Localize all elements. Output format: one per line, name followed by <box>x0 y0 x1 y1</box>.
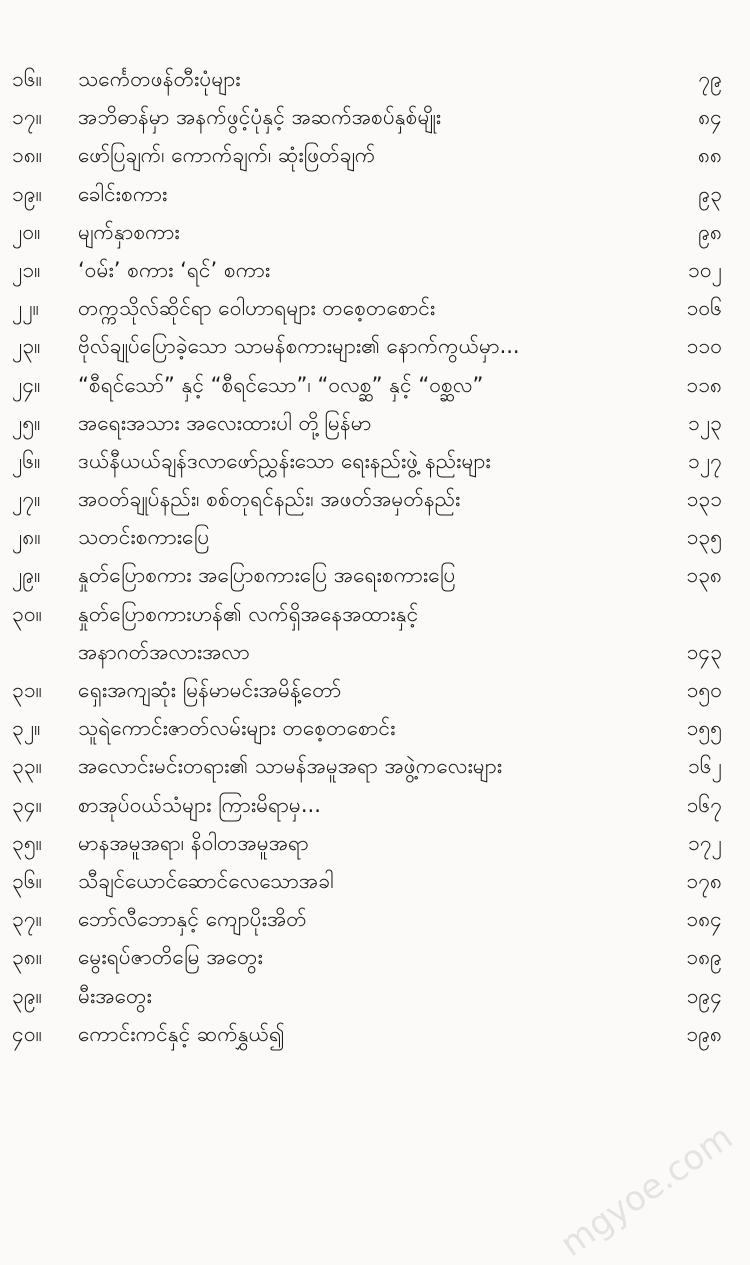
chapter-title: သင်္ကေတဖန်တီးပုံများ <box>78 67 241 91</box>
toc-entry <box>0 404 750 442</box>
chapter-title: တက္ကသိုလ်ဆိုင်ရာ ဝေါဟာရများ တစေ့တစောင်း <box>78 296 436 321</box>
chapter-title: သတင်းစကားပြေ <box>78 525 210 550</box>
page-number: ၁၉၈ <box>686 1021 722 1046</box>
chapter-title: စာအုပ်ဝယ်သံများ ကြားမိရာမှ... <box>78 792 321 817</box>
toc-entry <box>0 480 750 518</box>
chapter-number: ၄၀။ <box>12 1021 42 1046</box>
toc-entry <box>0 518 750 556</box>
chapter-number: ၃၁။ <box>12 678 42 702</box>
toc-entry <box>0 98 750 136</box>
chapter-title: မီးအတွေး <box>78 983 152 1008</box>
chapter-number: ၂၇။ <box>12 487 41 512</box>
chapter-number: ၃၂။ <box>12 716 41 741</box>
chapter-number: ၂၈။ <box>12 525 41 550</box>
chapter-number: ၃၀။ <box>12 601 42 626</box>
chapter-number: ၁၈။ <box>12 143 43 168</box>
toc-entry <box>0 327 750 365</box>
toc-entry <box>0 366 750 404</box>
chapter-title: သီချင်ယောင်ဆောင်လေသောအခါ <box>78 868 334 893</box>
page-number: ၁၀၆ <box>686 296 722 321</box>
page-number: ၁၄၃ <box>686 639 722 664</box>
page-number: ၁၇၂ <box>688 830 722 855</box>
toc-entry <box>0 938 750 976</box>
toc-entry <box>0 136 750 174</box>
toc-entry <box>0 595 750 633</box>
toc-entry <box>0 289 750 327</box>
table-of-contents <box>0 60 750 1053</box>
toc-entry <box>0 213 750 251</box>
page-number: ၁၅၅ <box>686 716 722 741</box>
toc-entry <box>0 977 750 1015</box>
chapter-number: ၁၆။ <box>12 67 42 91</box>
page-number: ၁၃၅ <box>686 525 722 550</box>
chapter-title: ‘ဝမ်း’ စကား ‘ရင်’ စကား <box>78 257 271 282</box>
chapter-number: ၂၆။ <box>12 448 41 473</box>
chapter-title: အဝတ်ချုပ်နည်း၊ စစ်တုရင်နည်း၊ အဖတ်အမှတ်နည်း <box>78 487 461 512</box>
toc-entry <box>0 709 750 747</box>
chapter-title: နှုတ်ပြောစကား အပြောစကားပြေ အရေးစကားပြေ <box>78 563 456 588</box>
chapter-title: မွေးရပ်ဇာတိမြေ အတွေး <box>78 945 263 970</box>
chapter-number: ၂၀။ <box>12 219 41 244</box>
page-number: ၁၇၈ <box>686 868 722 893</box>
chapter-title: နှုတ်ပြောစကားဟန်၏ လက်ရှိအနေအထားနှင့် <box>78 601 419 626</box>
page-number: ၁၅၀ <box>686 678 722 702</box>
chapter-number: ၂၉။ <box>12 563 41 588</box>
chapter-title: မာနအမူအရာ၊ နိဝါတအမူအရာ <box>78 830 309 855</box>
toc-entry <box>0 251 750 289</box>
chapter-title: ရှေးအကျဆုံး မြန်မာမင်းအမိန့်တော် <box>78 678 342 702</box>
chapter-title: အလောင်းမင်းတရား၏ သာမန်အမူအရာ အဖွဲ့ကလေးများ <box>78 754 503 779</box>
chapter-title: ခေါင်းစကား <box>78 181 168 206</box>
toc-entry <box>0 442 750 480</box>
chapter-number: ၃၈။ <box>12 945 43 970</box>
page-number: ၈၈ <box>698 143 722 168</box>
chapter-title: ကောင်းကင်နှင့် ဆက်နွှယ်၍ <box>78 1021 285 1046</box>
chapter-title: ဘော်လီဘောနှင့် ကျောပိုးအိတ် <box>78 907 307 932</box>
page-number: ၉၃ <box>698 181 722 206</box>
toc-entry <box>0 747 750 785</box>
chapter-number: ၂၄။ <box>12 372 41 397</box>
toc-entry <box>0 1015 750 1053</box>
chapter-number: ၁၉။ <box>12 181 42 206</box>
page-number: ၁၉၄ <box>686 983 722 1008</box>
page-number: ၁၂၇ <box>688 448 722 473</box>
watermark: mgyoe.com <box>553 1117 740 1265</box>
chapter-title: အနာဂတ်အလားအလာ <box>78 639 250 664</box>
toc-entry <box>0 900 750 938</box>
chapter-number: ၂၁။ <box>12 257 41 282</box>
toc-entry <box>0 556 750 594</box>
chapter-title: အဘိဓာန်မှာ အနက်ဖွင့်ပုံနှင့် အဆက်အစပ်နှစ်မျိုး <box>78 105 442 130</box>
chapter-number: ၃၅။ <box>12 830 42 855</box>
page-number: ၁၁၈ <box>686 372 722 397</box>
toc-entry <box>0 824 750 862</box>
page-number: ၁၃၁ <box>686 487 722 512</box>
page-number: ၁၆၂ <box>688 754 722 779</box>
page-number: ၈၄ <box>698 105 722 130</box>
chapter-title: ဖော်ပြချက်၊ ကောက်ချက်၊ ဆုံးဖြတ်ချက် <box>78 143 376 168</box>
chapter-number: ၃၄။ <box>12 792 42 817</box>
toc-entry <box>0 862 750 900</box>
chapter-title: အရေးအသား အလေးထားပါ တို့မြန်မာ <box>78 410 372 435</box>
toc-entry <box>0 60 750 98</box>
chapter-number: ၁၇။ <box>12 105 42 130</box>
page-number: ၁၆၇ <box>686 792 722 817</box>
chapter-number: ၃၉။ <box>12 983 42 1008</box>
chapter-number: ၂၃။ <box>12 334 41 359</box>
page-number: ၁၈၉ <box>686 945 722 970</box>
chapter-number: ၃၇။ <box>12 907 42 932</box>
chapter-number: ၃၆။ <box>12 868 42 893</box>
page-number: ၁၃၈ <box>686 563 722 588</box>
page-number: ၁၂၃ <box>688 410 722 435</box>
chapter-title: ဒယ်နီယယ်ချန်ဒလာဖော်ညွှန်းသော ရေးနည်းဖွဲ့ နည်းများ <box>78 448 491 473</box>
page-number: ၉၈ <box>698 219 722 244</box>
toc-entry <box>0 175 750 213</box>
toc-entry <box>0 633 750 671</box>
toc-entry <box>0 786 750 824</box>
chapter-title: ဗိုလ်ချုပ်ပြောခဲ့သော သာမန်စကားများ၏ နောက်ကွယ်မှာ... <box>78 334 520 359</box>
chapter-number: ၂၅။ <box>12 410 41 435</box>
chapter-number: ၂၂။ <box>12 296 39 321</box>
page-number: ၁၀၂ <box>688 257 722 282</box>
page-number: ၇၉ <box>698 67 722 91</box>
chapter-title: မျက်နှာစကား <box>78 219 180 244</box>
page-number: ၁၈၄ <box>686 907 722 932</box>
chapter-title: “စီရင်သော်” နှင့် “စီရင်သော”၊ “ဝလစ္ဆ” နှင့် “ဝစ္ဆလ” <box>78 372 484 397</box>
toc-entry <box>0 671 750 709</box>
chapter-number: ၃၃။ <box>12 754 42 779</box>
chapter-title: သူရဲကောင်းဇာတ်လမ်းများ တစေ့တစောင်း <box>78 716 396 741</box>
page-number: ၁၁၀ <box>686 334 722 359</box>
